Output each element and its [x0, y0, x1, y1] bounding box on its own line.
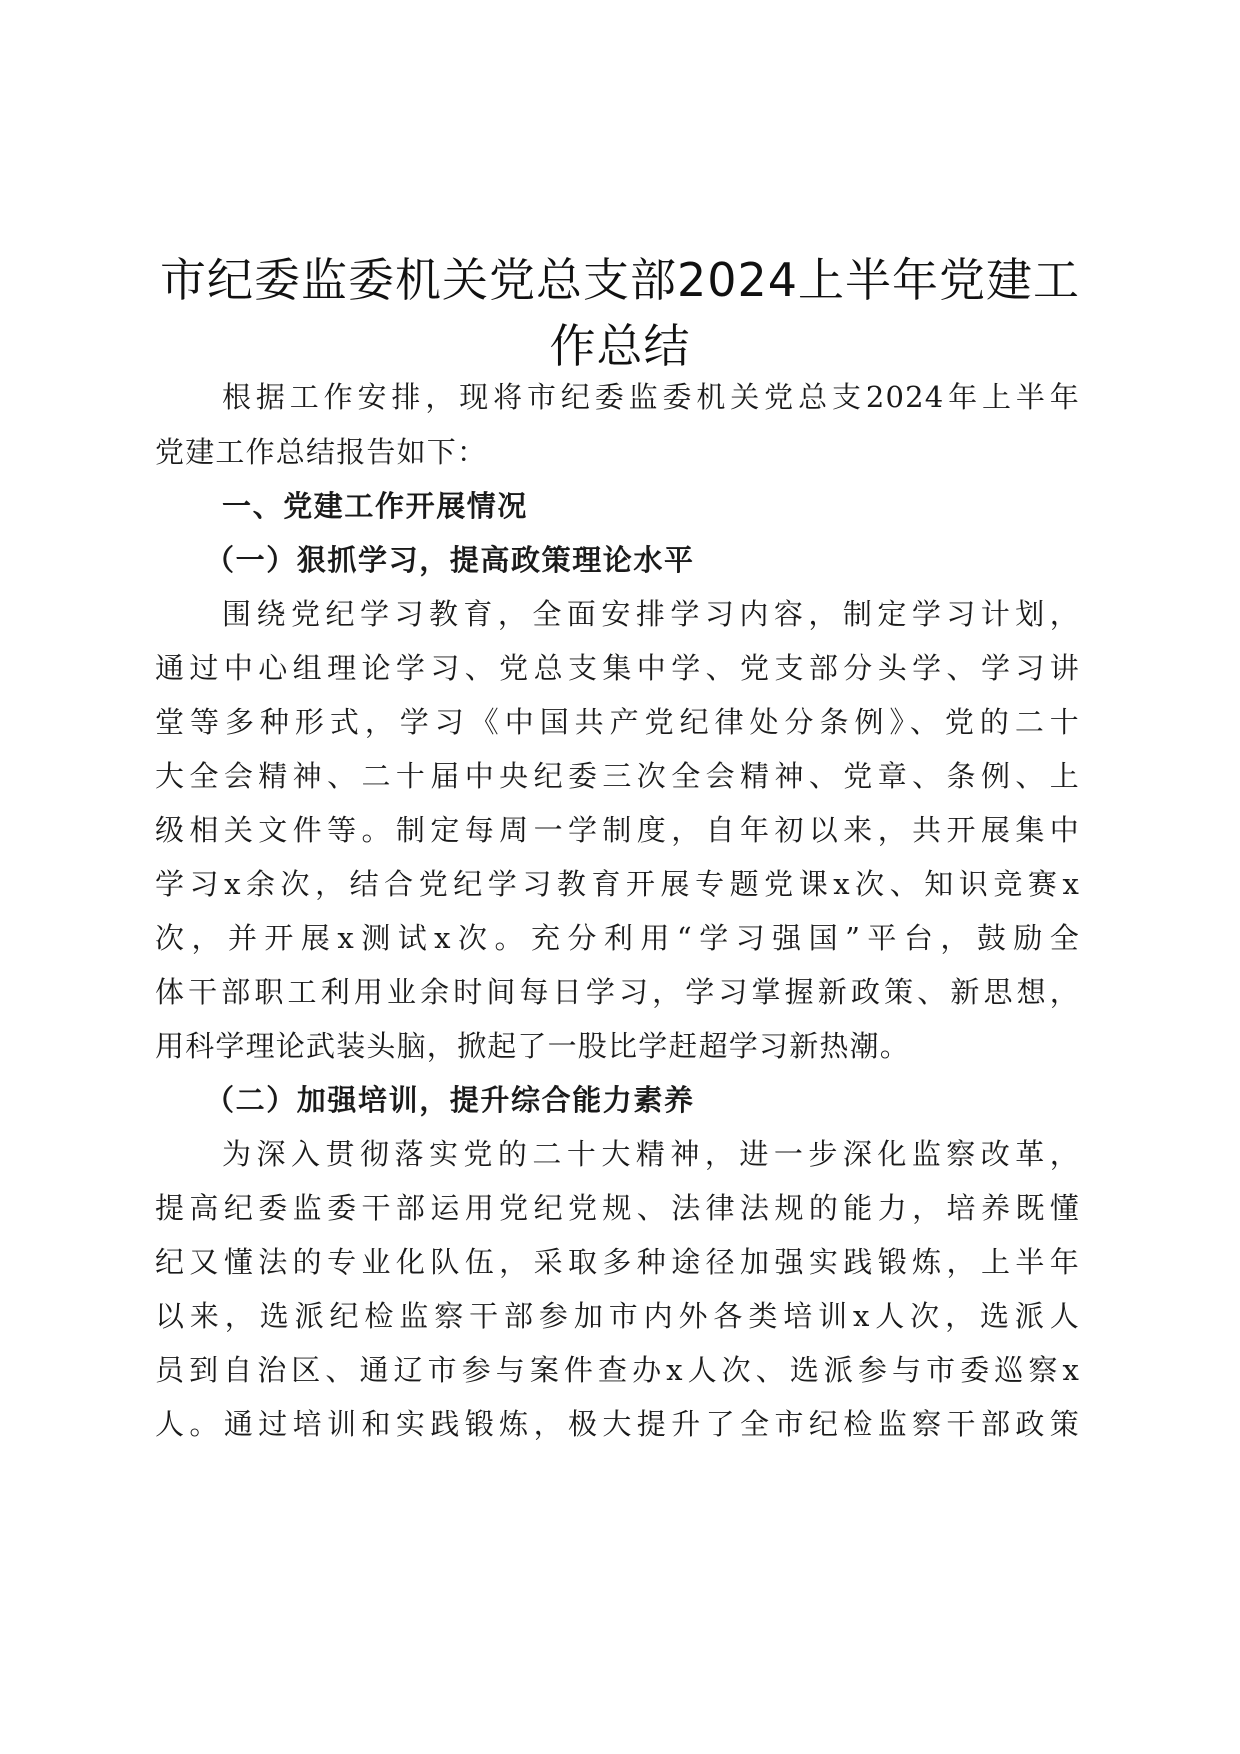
sub1-line-4: 大全会精神、二十届中央纪委三次全会精神、党章、条例、上: [155, 759, 1080, 793]
sub2-line-6: 人。通过培训和实践锻炼，极大提升了全市纪检监察干部政策: [155, 1407, 1080, 1441]
section-1-heading: 一、党建工作开展情况: [222, 489, 529, 523]
sub1-line-9: 用科学理论武装头脑，掀起了一股比学赶超学习新热潮。: [155, 1029, 911, 1063]
sub1-line-3: 堂等多种形式，学习《中国共产党纪律处分条例》、党的二十: [155, 705, 1080, 739]
intro-line-2: 党建工作总结报告如下：: [155, 435, 488, 469]
sub2-line-3: 纪又懂法的专业化队伍，采取多种途径加强实践锻炼，上半年: [155, 1245, 1080, 1279]
sub1-line-8: 体干部职工利用业余时间每日学习，学习掌握新政策、新思想，: [155, 975, 1080, 1009]
sub1-line-1: 围绕党纪学习教育，全面安排学习内容，制定学习计划，: [222, 597, 1080, 631]
document-title-line-1: 市纪委监委机关党总支部2024上半年党建工: [159, 253, 1081, 307]
sub2-line-4: 以来，选派纪检监察干部参加市内外各类培训x人次，选派人: [155, 1299, 1080, 1333]
sub2-line-5: 员到自治区、通辽市参与案件查办x人次、选派参与市委巡察x: [155, 1353, 1080, 1387]
subsection-2-heading: （二）加强培训，提升综合能力素养: [205, 1083, 695, 1117]
sub1-line-2: 通过中心组理论学习、党总支集中学、党支部分头学、学习讲: [155, 651, 1080, 685]
subsection-1-heading: （一）狠抓学习，提高政策理论水平: [205, 543, 695, 577]
sub1-line-6: 学习x余次，结合党纪学习教育开展专题党课x次、知识竞赛x: [155, 867, 1080, 901]
sub1-line-5: 级相关文件等。制定每周一学制度，自年初以来，共开展集中: [155, 813, 1080, 847]
sub2-line-2: 提高纪委监委干部运用党纪党规、法律法规的能力，培养既懂: [155, 1191, 1080, 1225]
sub2-line-1: 为深入贯彻落实党的二十大精神，进一步深化监察改革，: [222, 1137, 1080, 1171]
document-title-line-2: 作总结: [549, 319, 691, 373]
intro-line-1: 根据工作安排，现将市纪委监委机关党总支2024年上半年: [222, 380, 1080, 414]
sub1-line-7: 次，并开展x测试x次。充分利用“学习强国”平台，鼓励全: [155, 921, 1080, 955]
